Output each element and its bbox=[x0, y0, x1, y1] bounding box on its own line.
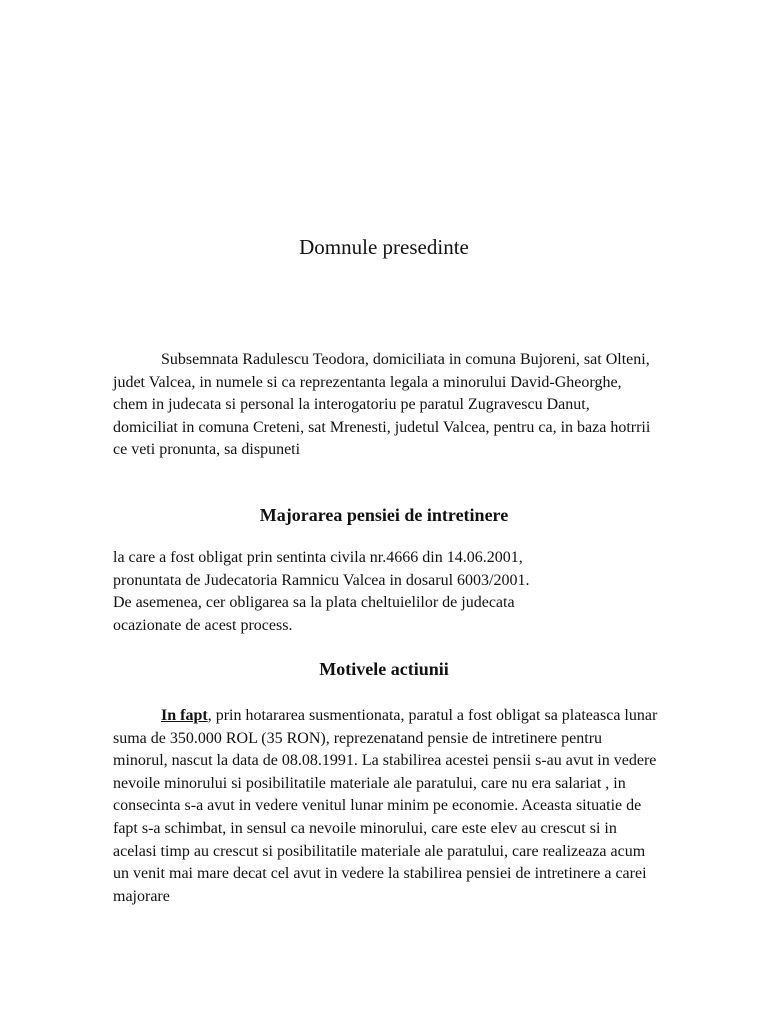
document-title: Domnule presedinte bbox=[299, 235, 469, 259]
request-line-1: la care a fost obligat prin sentinta civila nr.4666 din 14.06.2001, bbox=[113, 549, 523, 566]
request-line-3: De asemenea, cer obligarea sa la plata cheltuielilor de judecata bbox=[113, 594, 515, 612]
section-heading-majorarea: Majorarea pensiei de intretinere bbox=[259, 505, 509, 525]
request-line-2: pronuntata de Judecatoria Ramnicu Valcea in dosarul 6003/2001. bbox=[113, 571, 530, 589]
intro-paragraph-text: Subsemnata Radulescu Teodora, domiciliata in comuna Bujoreni, sat Olteni, judet Valcea, in numele si ca reprezentanta legala a minorului David-Gheorghe, chem in judecata si personal la interogatoriu pe paratul Zugravescu Danut, domiciliat in comuna Creteni, sat Mrenesti, judetul Valcea, pentru ca, in baza hotrrii ce veti pronunta, sa dispuneti bbox=[113, 351, 651, 459]
facts-lead-text: In fapt bbox=[161, 707, 208, 724]
request-paragraph bbox=[113, 547, 658, 637]
facts-paragraph-text: , prin hotararea susmentionata, paratul a fost obligat sa plateasca lunar suma de 350.000 ROL (35 RON), reprezenatand pensie de intretinere pentru minorul, nascut la data de 08.08.1991. La stabilirea acestei pensii s-au avut in vedere nevoile minorului si posibilitatile materiale ale paratului, care nu era salariat , in consecinta s-a avut in vedere venitul lunar minim pe economie. Aceasta situatie de fapt s-a schimbat, in sensul ca nevoile minorului, care este elev au crescut si in acelasi timp au crescut si posibilitatile materiale ale paratului, care realizeaza acum un venit mai mare decat cel avut in vedere la stabilirea pensiei de intretinere a carei majorare bbox=[113, 707, 658, 905]
intro-paragraph bbox=[113, 349, 658, 462]
facts-paragraph bbox=[113, 705, 658, 908]
section-heading-motivele: Motivele actiunii bbox=[319, 659, 449, 679]
request-line-4: ocazionate de acest process. bbox=[113, 616, 293, 634]
